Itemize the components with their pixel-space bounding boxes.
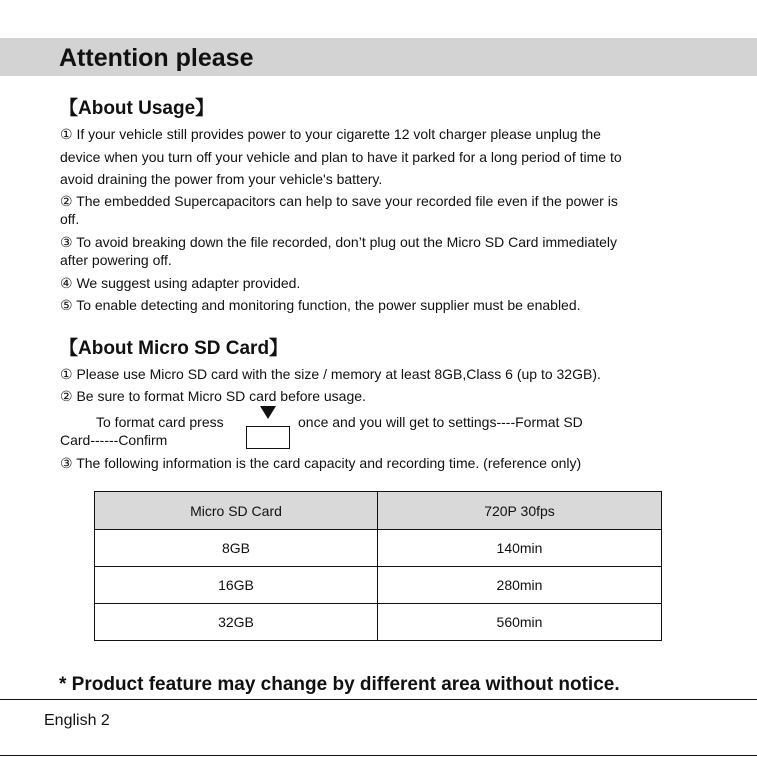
button-outline-icon bbox=[246, 426, 290, 449]
cell-capacity: 16GB bbox=[95, 567, 378, 604]
cell-capacity: 8GB bbox=[95, 530, 378, 567]
usage-line-2: device when you turn off your vehicle and plan to have it parked for a long period of time to bbox=[60, 149, 622, 165]
usage-line-6: ③ To avoid breaking down the file recorded, don’t plug out the Micro SD Card immediately bbox=[60, 234, 618, 250]
format-instruction-suffix: once and you will get to settings----Format SD bbox=[298, 414, 583, 430]
usage-line-4: ② The embedded Supercapacitors can help to save your recorded file even if the power is bbox=[60, 193, 618, 209]
usage-line-9: ⑤ To enable detecting and monitoring function, the power supplier must be enabled. bbox=[60, 297, 581, 313]
down-arrow-icon bbox=[260, 406, 276, 419]
table-row bbox=[95, 530, 662, 567]
cell-time: 280min bbox=[378, 567, 662, 604]
table-header-row bbox=[95, 492, 662, 530]
sd-line-2: ② Be sure to format Micro SD card before usage. bbox=[60, 388, 366, 404]
capacity-table bbox=[94, 491, 662, 641]
sd-line-3: ③ The following information is the card capacity and recording time. (reference only) bbox=[60, 455, 582, 471]
notice-text: * Product feature may change by different area without notice. bbox=[59, 674, 620, 695]
footer-rule-top bbox=[0, 699, 757, 700]
usage-line-1: ① If your vehicle still provides power to your cigarette 12 volt charger please unplug the bbox=[60, 126, 601, 142]
sd-line-1: ① Please use Micro SD card with the size / memory at least 8GB,Class 6 (up to 32GB). bbox=[60, 366, 601, 382]
table-row bbox=[95, 604, 662, 641]
cell-capacity: 32GB bbox=[95, 604, 378, 641]
format-instruction-line2: Card------Confirm bbox=[60, 432, 168, 448]
cell-time: 140min bbox=[378, 530, 662, 567]
format-instruction: To format card press bbox=[96, 414, 224, 430]
usage-line-3: avoid draining the power from your vehicle's battery. bbox=[60, 171, 383, 187]
page-title: Attention please bbox=[59, 44, 254, 72]
cell-time: 560min bbox=[378, 604, 662, 641]
usage-line-8: ④ We suggest using adapter provided. bbox=[60, 275, 301, 291]
footer-rule-bottom bbox=[0, 755, 757, 756]
usage-line-7: after powering off. bbox=[60, 252, 172, 268]
header-card: Micro SD Card bbox=[95, 492, 378, 530]
usage-line-5: off. bbox=[60, 211, 80, 227]
header-recording: 720P 30fps bbox=[378, 492, 662, 530]
page-number: English 2 bbox=[44, 712, 110, 729]
table-row bbox=[95, 567, 662, 604]
about-sd-heading: 【About Micro SD Card】 bbox=[59, 338, 289, 359]
about-usage-heading: 【About Usage】 bbox=[59, 98, 215, 119]
